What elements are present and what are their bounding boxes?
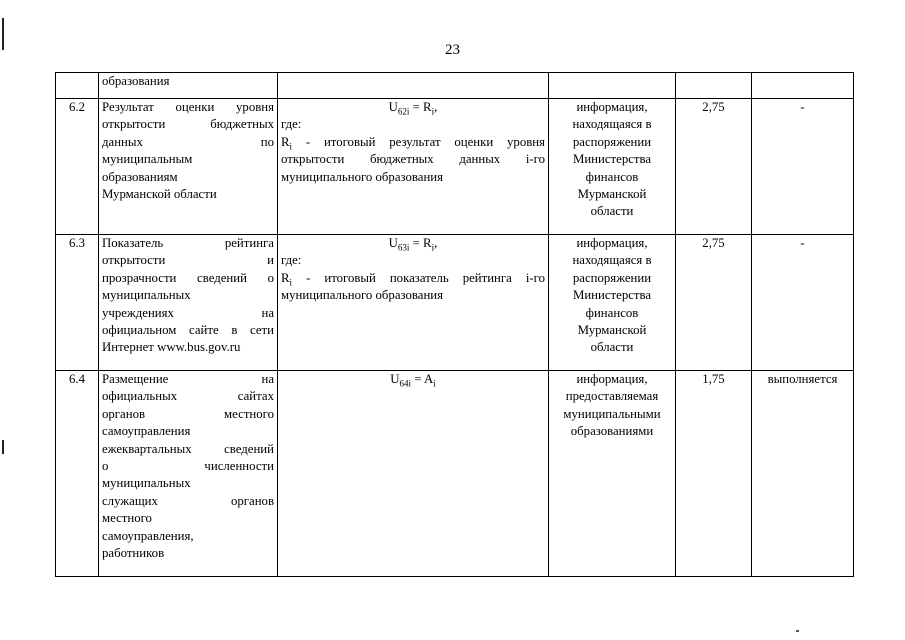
formula-variable: R xyxy=(281,270,290,285)
formula-lhs-sub: 64i xyxy=(399,378,412,389)
formula-cell xyxy=(278,371,549,577)
formula-cell xyxy=(278,235,549,371)
formula-variable: R xyxy=(281,134,290,149)
indicator-name-line: Результат оценки уровня xyxy=(102,100,274,114)
table-row xyxy=(56,73,854,99)
row-number-cell: 6.3 xyxy=(56,235,99,371)
formula-description-line xyxy=(281,270,545,287)
formula-where: где: xyxy=(281,117,302,132)
data-source-cell xyxy=(549,371,676,577)
status-cell xyxy=(752,73,854,99)
table-row xyxy=(56,235,854,371)
row-number-cell: 6.2 xyxy=(56,99,99,235)
indicator-name-line: Показатель рейтинга xyxy=(102,236,274,250)
indicator-name-line: муниципальных xyxy=(102,288,191,303)
indicator-name-line: образования xyxy=(102,74,170,88)
formula-equation xyxy=(281,99,545,116)
scan-edge-mark-bottom xyxy=(2,440,4,454)
indicator-name-line: данных по xyxy=(102,134,274,149)
status-cell: выполняется xyxy=(752,371,854,577)
data-source-line: находящаяся в xyxy=(572,117,652,132)
formula-rhs-sub: i xyxy=(431,242,435,253)
formula-lhs-sub: 62i xyxy=(397,106,410,117)
indicator-name-line: органов местного xyxy=(102,406,274,421)
data-source-line: распоряжении xyxy=(572,270,652,285)
data-source-line: предоставляемая xyxy=(565,389,659,404)
indicator-name-line: служащих органов xyxy=(102,493,274,508)
formula-rhs-sub: i xyxy=(433,378,436,389)
data-source-line: Мурманской xyxy=(577,187,647,202)
value-cell: 2,75 xyxy=(676,99,752,235)
formula-lhs-main: U xyxy=(388,236,398,250)
indicator-name-line: о численности xyxy=(102,459,274,474)
indicator-name-line: местного xyxy=(102,511,152,526)
formula-variable-subscript: i xyxy=(289,141,293,152)
indicator-name-line: Интернет www.bus.gov.ru xyxy=(102,340,241,355)
formula-lhs-main: U xyxy=(390,372,400,386)
data-source-line: распоряжении xyxy=(572,134,652,149)
row-number-cell xyxy=(56,73,99,99)
formula-description-line xyxy=(281,169,545,186)
data-source-cell xyxy=(549,99,676,235)
indicator-name-line: образованиям xyxy=(102,169,178,184)
formula-description-text: открытости бюджетных данных i-го xyxy=(281,152,545,167)
indicator-name-cell xyxy=(99,99,278,235)
row-number-cell: 6.4 xyxy=(56,371,99,577)
formula-rhs-tail: , xyxy=(434,236,438,250)
data-source-line: Министерства xyxy=(572,152,652,167)
indicator-name-line: учреждениях на xyxy=(102,305,274,320)
indicator-name-line: Мурманской области xyxy=(102,187,217,202)
indicator-table-body xyxy=(56,73,854,577)
indicator-name-line: ежеквартальных сведений xyxy=(102,441,274,456)
formula-rhs-main: = R xyxy=(409,236,432,250)
status-cell: - xyxy=(752,235,854,371)
data-source-line: находящаяся в xyxy=(572,253,652,268)
indicator-name-line: открытости бюджетных xyxy=(102,117,274,132)
formula-cell xyxy=(278,73,549,99)
formula-description-text: муниципального образования xyxy=(281,169,444,184)
formula-rhs-main: = A xyxy=(411,372,434,386)
formula-description-text: муниципального образования xyxy=(281,288,444,303)
data-source-line: области xyxy=(590,340,634,355)
indicator-name-line: муниципальным xyxy=(102,152,193,167)
indicator-name-line: Размещение на xyxy=(102,372,274,386)
data-source-line: муниципальными xyxy=(563,406,661,421)
value-cell: 2,75 xyxy=(676,235,752,371)
indicator-name-cell xyxy=(99,73,278,99)
indicator-name-line: официальном сайте в сети xyxy=(102,323,274,338)
indicator-name-line: самоуправления xyxy=(102,424,191,439)
indicator-name-line: муниципальных xyxy=(102,476,191,491)
data-source-line: образованиями xyxy=(570,424,654,439)
indicator-name-line: прозрачности сведений о xyxy=(102,270,274,285)
formula-description-line xyxy=(281,134,545,151)
formula-where: где: xyxy=(281,253,302,268)
indicator-name-line: самоуправления, xyxy=(102,528,194,543)
formula-description-text: - итоговый показатель рейтинга i-го xyxy=(292,270,545,285)
data-source-line: информация, xyxy=(576,100,648,114)
data-source-cell xyxy=(549,73,676,99)
data-source-line: области xyxy=(590,204,634,219)
data-source-line: Министерства xyxy=(572,288,652,303)
indicator-name-cell xyxy=(99,235,278,371)
formula-rhs-sub: i xyxy=(431,106,435,117)
value-cell: 1,75 xyxy=(676,371,752,577)
data-source-line: информация, xyxy=(576,372,648,386)
indicator-table xyxy=(55,72,854,577)
formula-lhs-main: U xyxy=(388,100,398,114)
data-source-line: финансов xyxy=(585,169,639,184)
formula-rhs-tail: , xyxy=(434,100,438,114)
indicator-name-line: открытости и xyxy=(102,253,274,268)
formula-description-text: - итоговый результат оценки уровня xyxy=(292,134,545,149)
data-source-line: Мурманской xyxy=(577,323,647,338)
formula-equation xyxy=(281,235,545,252)
indicator-name-line: работников xyxy=(102,546,165,561)
formula-rhs-main: = R xyxy=(409,100,432,114)
data-source-line: информация, xyxy=(576,236,648,250)
value-cell xyxy=(676,73,752,99)
formula-explanation xyxy=(281,252,545,304)
formula-cell xyxy=(278,99,549,235)
indicator-name-cell xyxy=(99,371,278,577)
formula-explanation xyxy=(281,116,545,186)
data-source-cell xyxy=(549,235,676,371)
scan-speck xyxy=(796,630,799,632)
formula-variable-subscript: i xyxy=(289,277,293,288)
indicator-name-line: официальных сайтах xyxy=(102,389,274,404)
table-row xyxy=(56,371,854,577)
formula-equation xyxy=(281,371,545,388)
formula-description-line xyxy=(281,287,545,304)
page-number: 23 xyxy=(445,42,460,58)
formula-description-line xyxy=(281,151,545,168)
status-cell: - xyxy=(752,99,854,235)
formula-lhs-sub: 63i xyxy=(397,242,410,253)
data-source-line: финансов xyxy=(585,305,639,320)
table-row xyxy=(56,99,854,235)
